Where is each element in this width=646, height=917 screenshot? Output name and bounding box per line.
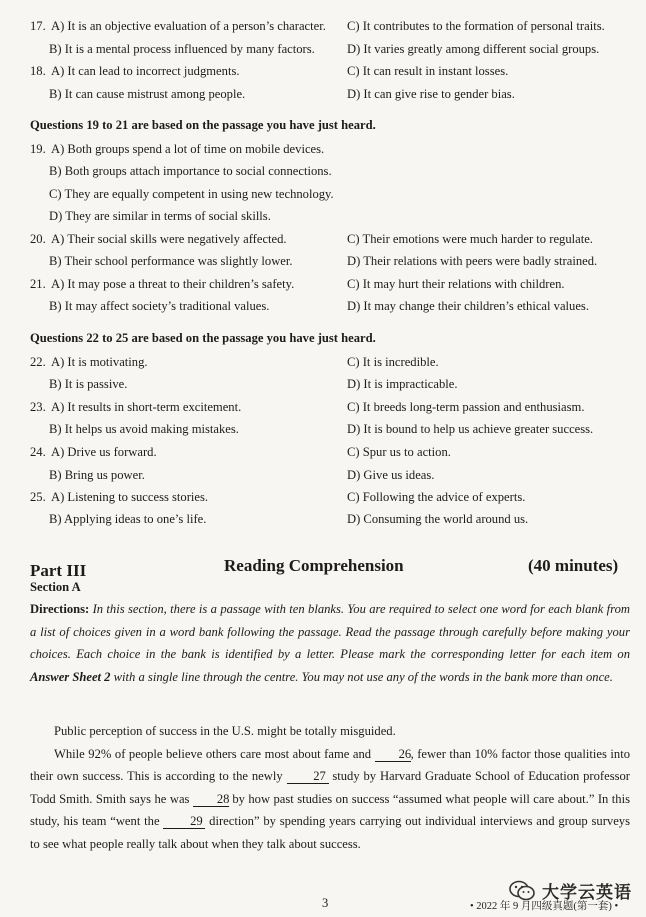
question-number: 25. [30,490,46,504]
option-b: B) Applying ideas to one’s life. [49,512,207,526]
option-c: C) It can result in instant losses. [347,64,509,78]
option-a: A) It may pose a threat to their children’s safety. [51,277,295,291]
reading-comprehension-title: Reading Comprehension [224,556,404,575]
option-a: A) Drive us forward. [51,445,157,459]
question-number: 23. [30,400,46,414]
passage-text: by how past studies on success “assumed what people will care about.” In this study, his team “went the [30,791,630,829]
option-d: D) Consuming the world around us. [347,512,529,526]
option-a: A) Their social skills were negatively affected. [51,232,287,246]
page-footer: • 2022 年 9 月四级真题(第一套) • [470,901,619,912]
passage-text: While 92% of people believe others care most about fame and [54,747,375,761]
option-c: C) It may hurt their relations with children. [347,277,565,291]
section-heading-22-25: Questions 22 to 25 are based on the passage you have just heard. [30,331,376,345]
option-a: A) It is motivating. [51,355,148,369]
option-d: D) It may change their children’s ethical values. [347,299,589,313]
question-number: 19. [30,142,46,156]
passage-text: study by Harvard Graduate School of Education professor Todd Smith. Smith says he was [30,769,630,806]
option-b: B) Both groups attach importance to social connections. [49,164,332,178]
option-d: D) They are similar in terms of social skills. [49,209,271,223]
blank-28: 28 [193,792,229,807]
directions-text-1: In this section, there is a passage with ten blanks. You are required to select one word for each blank from a list of choices given in a word bank following the passage. Read the passage through carefully before making your choices. Each choice in the bank is identified by a letter. Please mark the corresponding letter for each item on [30,602,630,662]
option-c: C) They are equally competent in using new technology. [49,187,334,201]
option-c: C) It contributes to the formation of personal traits. [347,19,605,33]
passage-text: direction” by spending years carrying out individual interviews and group surveys to see what people really talk about when they talk about success. [30,814,630,851]
question-number: 21. [30,277,46,291]
option-b: B) It can cause mistrust among people. [49,87,246,101]
option-a: A) It can lead to incorrect judgments. [51,64,240,78]
directions [30,598,630,688]
blank-27: 27 [287,769,329,784]
section-title: Section A [30,580,81,594]
option-c: C) It breeds long-term passion and enthusiasm. [347,400,585,414]
answer-sheet-ref: Answer Sheet 2 [30,669,111,684]
option-d: D) It is bound to help us achieve greater success. [347,422,594,436]
option-d: D) It is impracticable. [347,377,458,391]
part-title: Part III [30,561,87,580]
section-heading-19-21: Questions 19 to 21 are based on the passage you have just heard. [30,118,376,132]
option-b: B) It is passive. [49,377,128,391]
option-d: D) Their relations with peers were badly strained. [347,254,598,268]
blank-29: 29 [163,814,205,829]
option-a: A) Listening to success stories. [51,490,209,504]
question-number: 17. [30,19,46,33]
option-c: C) It is incredible. [347,355,439,369]
passage-paragraph-2 [30,743,630,855]
option-c: C) Their emotions were much harder to regulate. [347,232,593,246]
directions-text-2: with a single line through the centre. You may not use any of the words in the bank more than once. [110,669,613,684]
option-d: D) It can give rise to gender bias. [347,87,515,101]
option-c: C) Following the advice of experts. [347,490,526,504]
option-c: C) Spur us to action. [347,445,451,459]
question-number: 20. [30,232,46,246]
option-b: B) Bring us power. [49,468,145,482]
option-d: D) It varies greatly among different social groups. [347,42,600,56]
directions-label: Directions: [30,602,90,616]
option-a: A) Both groups spend a lot of time on mobile devices. [51,142,325,156]
option-b: B) Their school performance was slightly lower. [49,254,293,268]
option-a: A) It is an objective evaluation of a person’s character. [51,19,326,33]
blank-26: 26 [375,747,411,762]
option-b: B) It helps us avoid making mistakes. [49,422,239,436]
question-number: 24. [30,445,46,459]
option-a: A) It results in short-term excitement. [51,400,242,414]
question-number: 22. [30,355,46,369]
passage-paragraph-1: Public perception of success in the U.S. might be totally misguided. [54,724,396,738]
option-b: B) It is a mental process influenced by many factors. [49,42,315,56]
passage-text: , fewer than 10% factor those qualities into their own success. This is according to the newly [30,747,630,784]
question-number: 18. [30,64,46,78]
option-d: D) Give us ideas. [347,468,435,482]
watermark-text: 大学云英语 [542,883,632,903]
page-number: 3 [322,896,329,910]
time-limit: (40 minutes) [528,556,619,575]
option-b: B) It may affect society’s traditional values. [49,299,270,313]
